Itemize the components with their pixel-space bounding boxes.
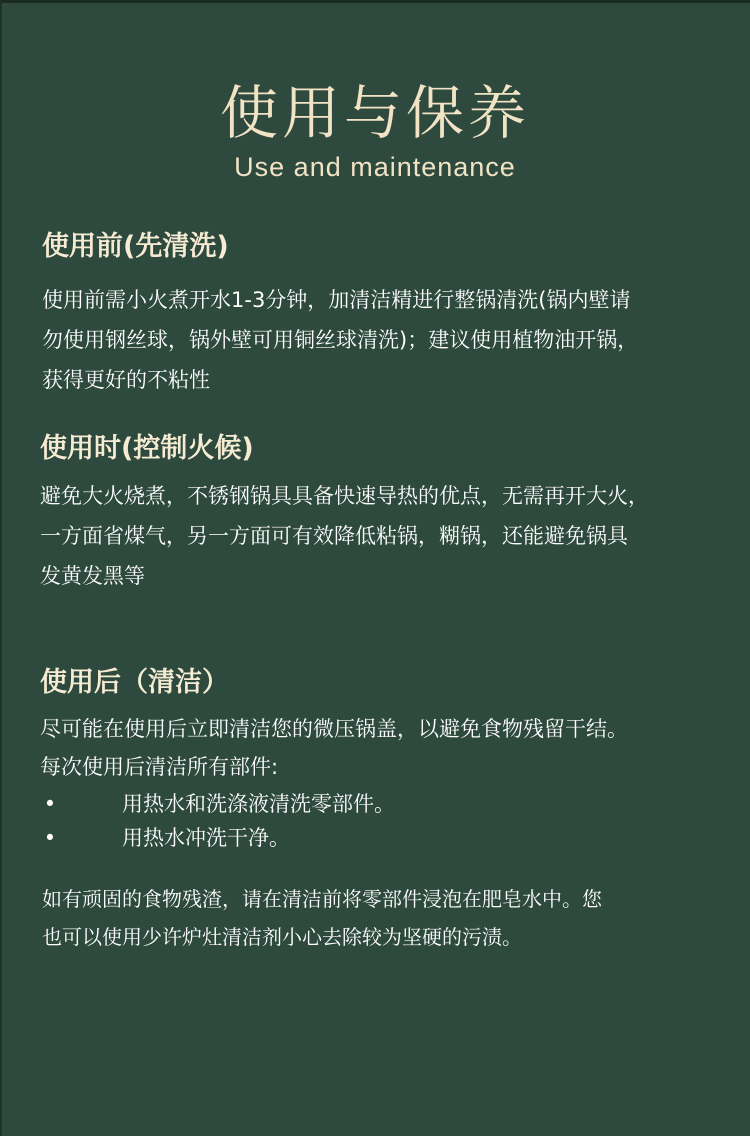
bullet-icon: •: [43, 792, 57, 816]
cleaning-note: [42, 880, 602, 956]
text-line: 一方面省煤气，另一方面可有效降低粘锅，糊锅，还能避免锅具: [40, 524, 628, 548]
text-line: 使用前需小火煮开水1-3分钟，加清洁精进行整锅清洗(锅内壁请: [42, 288, 631, 312]
section-text-before-use: [42, 280, 638, 400]
section-heading-before-use: 使用前(先清洗): [42, 231, 229, 262]
text-line: 发黄发黑等: [40, 564, 145, 588]
text-line: 如有顽固的食物残渣，请在清洁前将零部件浸泡在肥皂水中。您: [42, 887, 602, 911]
page-title: 使用与保养: [219, 79, 530, 147]
text-line: 获得更好的不粘性: [42, 368, 210, 392]
section-heading-after-use: 使用后（清洁）: [40, 667, 229, 698]
list-item-text: 用热水冲洗干净。: [122, 826, 290, 850]
section-text-after-use: [40, 710, 628, 786]
text-line: 每次使用后清洁所有部件:: [40, 755, 279, 779]
page-subtitle: Use and maintenance: [234, 152, 516, 182]
bullet-icon: •: [43, 826, 57, 850]
list-item-text: 用热水和洗涤液清洗零部件。: [122, 792, 395, 816]
text-line: 勿使用钢丝球，锅外壁可用铜丝球清洗)；建议使用植物油开锅，: [42, 328, 639, 352]
text-line: 尽可能在使用后立即清洁您的微压锅盖，以避免食物残留干结。: [40, 717, 628, 741]
section-text-during-use: [40, 476, 649, 596]
text-line: 也可以使用少许炉灶清洁剂小心去除较为坚硬的污渍。: [42, 925, 522, 949]
text-line: 避免大火烧煮，不锈钢锅具具备快速导热的优点，无需再开大火，: [40, 484, 649, 508]
section-heading-during-use: 使用时(控制火候): [40, 433, 254, 464]
